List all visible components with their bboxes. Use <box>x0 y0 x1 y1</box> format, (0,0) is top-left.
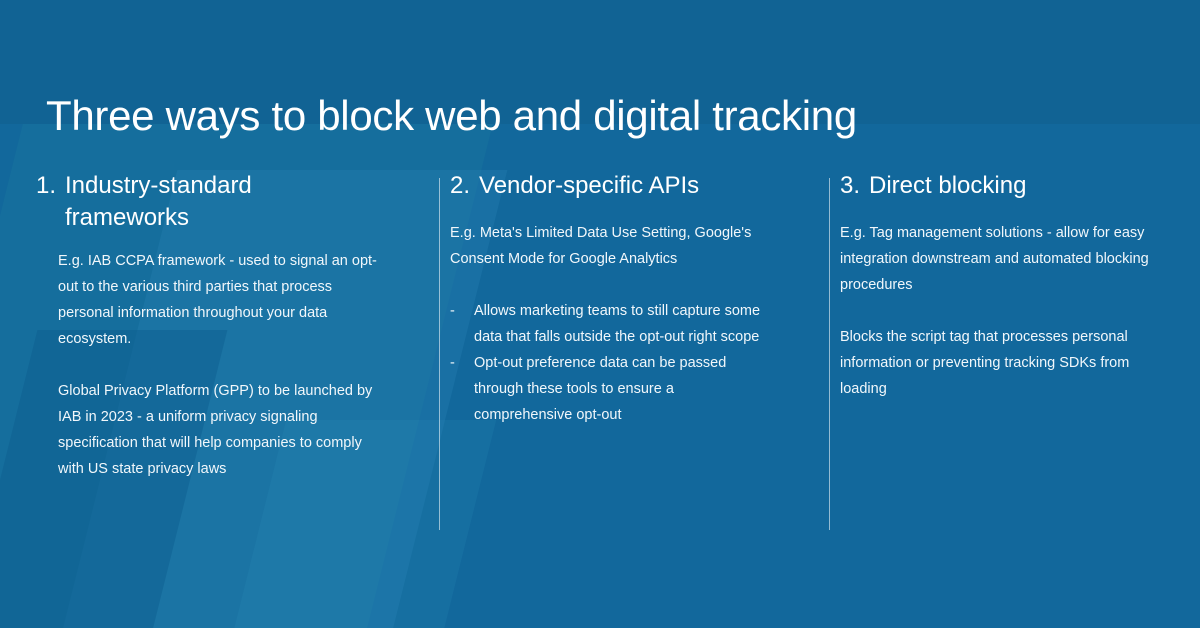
list-item <box>450 298 776 350</box>
column-2-heading-text: Vendor-specific APIs <box>479 172 700 199</box>
column-2-paragraph-1: E.g. Meta's Limited Data Use Setting, Google's Consent Mode for Google Analytics <box>450 225 752 267</box>
column-3-heading-text: Direct blocking <box>869 172 1027 199</box>
column-2-number: 2. <box>450 172 471 199</box>
bullet-marker: - <box>450 355 455 371</box>
page-title: Three ways to block web and digital tracking <box>46 92 857 140</box>
column-3-number: 3. <box>840 172 861 199</box>
list-item-text: Allows marketing teams to still capture some data that falls outside the opt-out right scope <box>474 303 761 345</box>
columns-container <box>36 170 1172 540</box>
column-1-paragraph-1: E.g. IAB CCPA framework - used to signal an opt-out to the various third parties that process personal information throughout your data ecosystem. <box>58 253 377 347</box>
column-direct-blocking <box>796 170 1172 540</box>
column-3-paragraph-2: Blocks the script tag that processes personal information or preventing tracking SDKs from loading <box>840 329 1130 397</box>
column-vendor-specific-apis <box>404 170 796 540</box>
list-item-text: Opt-out preference data can be passed through these tools to ensure a comprehensive opt-out <box>474 355 727 423</box>
column-2-bullet-list <box>450 298 776 428</box>
column-1-heading-text: Industry-standard frameworks <box>65 172 252 231</box>
column-industry-standard-frameworks <box>36 170 404 540</box>
column-2-heading <box>450 170 776 202</box>
list-item <box>450 350 776 428</box>
column-3-paragraph-1: E.g. Tag management solutions - allow for easy integration downstream and automated blocking procedures <box>840 225 1149 293</box>
column-1-number: 1. <box>36 172 57 199</box>
bullet-marker: - <box>450 303 455 319</box>
column-3-heading <box>840 170 1162 202</box>
column-1-paragraph-2: Global Privacy Platform (GPP) to be launched by IAB in 2023 - a uniform privacy signaling specification that will help companies to comply with US state privacy laws <box>58 383 373 477</box>
column-1-heading <box>36 170 380 234</box>
